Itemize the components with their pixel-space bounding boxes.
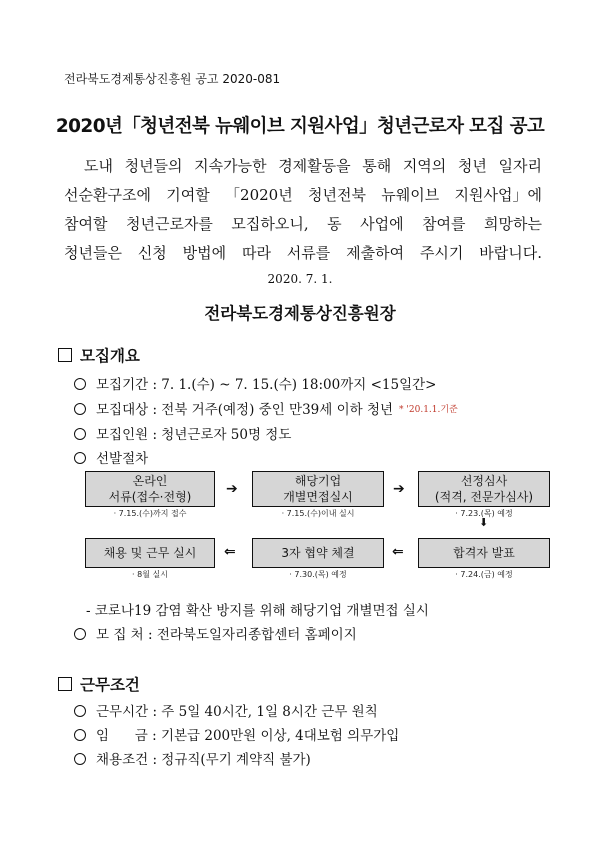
arrow-right-icon: ➔: [393, 481, 405, 497]
recruit-period: 모집기간 : 7. 1.(수) ~ 7. 15.(수) 18:00까지 <15일간>: [74, 373, 436, 393]
circle-bullet-icon: [74, 428, 86, 440]
step-line1: 해당기업: [294, 474, 342, 488]
square-bullet-icon: [58, 348, 72, 362]
arrow-left-icon: ⇐: [392, 544, 404, 560]
step-line1: 선정심사: [460, 474, 508, 488]
intro-word: 기여할: [166, 186, 210, 204]
intro-word: 도내: [84, 157, 113, 175]
intro-word: 통해: [362, 157, 392, 175]
wage: 임 금 : 기본급 200만원 이상, 4대보험 의무가입: [74, 724, 399, 744]
intro-word: 지역의: [402, 157, 447, 175]
process-step-screening: [418, 471, 550, 507]
circle-bullet-icon: [74, 378, 86, 390]
step-caption: · 7.24.(금) 예정: [455, 570, 513, 579]
intro-word: 희망하는: [484, 215, 542, 233]
target-date-note: * '20.1.1.기준: [399, 405, 458, 415]
step-line1: 온라인: [132, 474, 168, 488]
intro-word: 선순환구조에: [64, 186, 151, 204]
intro-word: 청년: [457, 157, 487, 175]
document-date: 2020. 7. 1.: [267, 272, 333, 286]
step-caption: · 7.30.(목) 예정: [289, 570, 347, 579]
intro-word: 모집하오니,: [231, 215, 309, 233]
step-caption: · 7.15.(수)까지 접수: [113, 509, 187, 518]
circle-bullet-icon: [74, 729, 86, 741]
intro-word: 따라: [241, 244, 271, 262]
process-label: 선발절차: [74, 447, 148, 467]
hiring-condition: 채용조건 : 정규직(무기 계약직 불가): [74, 748, 311, 768]
intro-word: 청년전북: [308, 186, 366, 204]
circle-bullet-icon: [74, 628, 86, 640]
step-line1: 채용 및 근무 실시: [103, 546, 197, 560]
intro-word: 신청: [137, 244, 167, 262]
step-line1: 합격자 발표: [453, 546, 515, 560]
section-heading-conditions: 근무조건: [58, 673, 140, 695]
intro-word: 제출하여: [346, 244, 405, 262]
intro-word: 바랍니다.: [479, 244, 542, 262]
intro-word: 서류를: [286, 244, 331, 262]
intro-word: 방법에: [182, 244, 227, 262]
intro-word: 지원사업」에: [454, 186, 542, 204]
intro-word: 참여를: [422, 215, 466, 233]
step-caption: · 7.15.(수)이내 실시: [281, 509, 355, 518]
intro-word: 주시기: [419, 244, 464, 262]
intro-word: 동: [327, 215, 342, 233]
notice-number: 전라북도경제통상진흥원 공고 2020-081: [64, 72, 281, 86]
step-caption: · 8월 실시: [132, 570, 168, 579]
intro-word: 지속가능한: [194, 157, 267, 175]
intro-word: 참여할: [64, 215, 108, 233]
intro-word: 청년들의: [124, 157, 183, 175]
step-caption: · 7.23.(목) 예정: [455, 509, 513, 518]
covid-note: - 코로나19 감염 확산 방지를 위해 해당기업 개별면접 실시: [86, 603, 429, 619]
step-line2: 개별면접실시: [283, 490, 353, 504]
work-hours: 근무시간 : 주 5일 40시간, 1일 8시간 근무 원칙: [74, 700, 378, 720]
process-step-employment-start: [85, 538, 215, 568]
recruit-count: 모집인원 : 청년근로자 50명 정도: [74, 423, 291, 443]
intro-paragraph: [64, 152, 542, 268]
intro-word: 일자리: [498, 157, 542, 175]
section-heading-recruitment: 모집개요: [58, 344, 140, 366]
process-step-online-application: [85, 471, 215, 507]
step-line2: (적격, 전문가심사): [434, 490, 534, 504]
document-title: 2020년「청년전북 뉴웨이브 지원사업」청년근로자 모집 공고: [55, 116, 545, 137]
intro-line: [64, 239, 542, 268]
circle-bullet-icon: [74, 705, 86, 717]
intro-line: [64, 152, 542, 181]
intro-word: 청년근로자를: [125, 215, 213, 233]
square-bullet-icon: [58, 677, 72, 691]
process-step-agreement: [252, 538, 384, 568]
step-line2: 서류(접수·전형): [108, 490, 192, 504]
step-line1: 3자 협약 체결: [281, 546, 355, 560]
circle-bullet-icon: [74, 452, 86, 464]
intro-word: 청년들은: [64, 244, 122, 262]
intro-line: [64, 210, 542, 239]
recruit-contact: 모 집 처 : 전라북도일자리종합센터 홈페이지: [74, 623, 357, 643]
process-step-company-interview: [252, 471, 384, 507]
recruit-target: 모집대상 : 전북 거주(예정) 중인 만39세 이하 청년 * '20.1.1.기준: [74, 398, 458, 418]
arrow-down-icon: ⬇: [479, 516, 489, 529]
circle-bullet-icon: [74, 753, 86, 765]
intro-word: 경제활동을: [278, 157, 351, 175]
issuer-name: 전라북도경제통상진흥원장: [204, 304, 396, 323]
intro-word: 사업에: [360, 215, 404, 233]
intro-word: 「2020년: [225, 186, 293, 204]
process-step-announcement: [418, 538, 550, 568]
circle-bullet-icon: [74, 403, 86, 415]
intro-line: [64, 181, 542, 210]
arrow-left-icon: ⇐: [224, 544, 236, 560]
intro-word: 뉴웨이브: [381, 186, 440, 204]
arrow-right-icon: ➔: [226, 481, 238, 497]
